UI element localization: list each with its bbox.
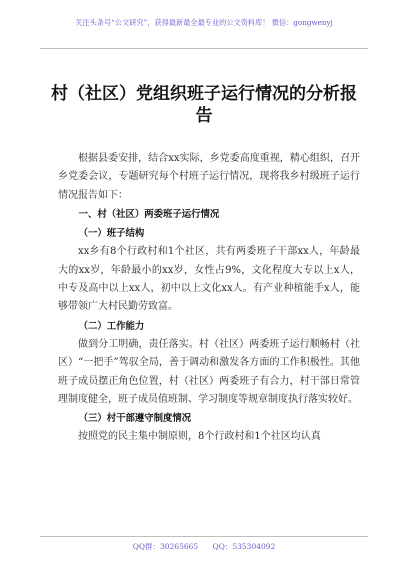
body-paragraph: 按照党的民主集中制原则，8个行政村和1个社区均认真	[78, 431, 321, 443]
subsection-heading: （一）班子结构	[78, 228, 145, 240]
footer-qq: QQ：535304092	[212, 542, 276, 551]
header-divider	[40, 48, 368, 49]
body-paragraph: xx乡有8个行政村和1个社区，共有两委班子干部xx人，年龄最大的xx岁，年龄最小的xx岁，女性占9%，文化程度大专以上x人，中专及高中以上xx人，初中以上文化xx人。有产业种植能手x人，能够带领广大村民勤劳致富。	[58, 246, 360, 313]
header-banner: 关注头条号“公文研究”，获得最新最全最专业的公文资料库！ 微信：gongwenyj	[75, 18, 333, 27]
subsection-heading: （三）村干部遵守制度情况	[78, 413, 192, 425]
footer-qq-group: QQ群：30265665	[132, 542, 199, 551]
footer-divider	[40, 536, 368, 537]
document-title: 村（社区）党组织班子运行情况的分析报告	[51, 84, 357, 126]
body-paragraph: 做到分工明确，责任落实。村（社区）两委班子运行顺畅村（社区）“一把手”驾驭全局，善于调动和激发各方面的工作积极性。其他班子成员摆正角色位置，村（社区）两委班子有合力，村干部日常管理制度健全，班子成员值班制、学习制度等规章制度执行落实较好。	[58, 338, 360, 406]
document-body	[58, 150, 360, 447]
page-footer	[0, 541, 408, 552]
intro-paragraph: 根据县委安排，结合xx实际，乡党委高度重视，精心组织，召开乡党委会议，专题研究每个村班子运行情况，现将我乡村级班子运行情况报告如下：	[58, 153, 360, 201]
section-heading: 一、村（社区）两委班子运行情况	[78, 209, 220, 221]
subsection-heading: （二）工作能力	[78, 320, 145, 332]
